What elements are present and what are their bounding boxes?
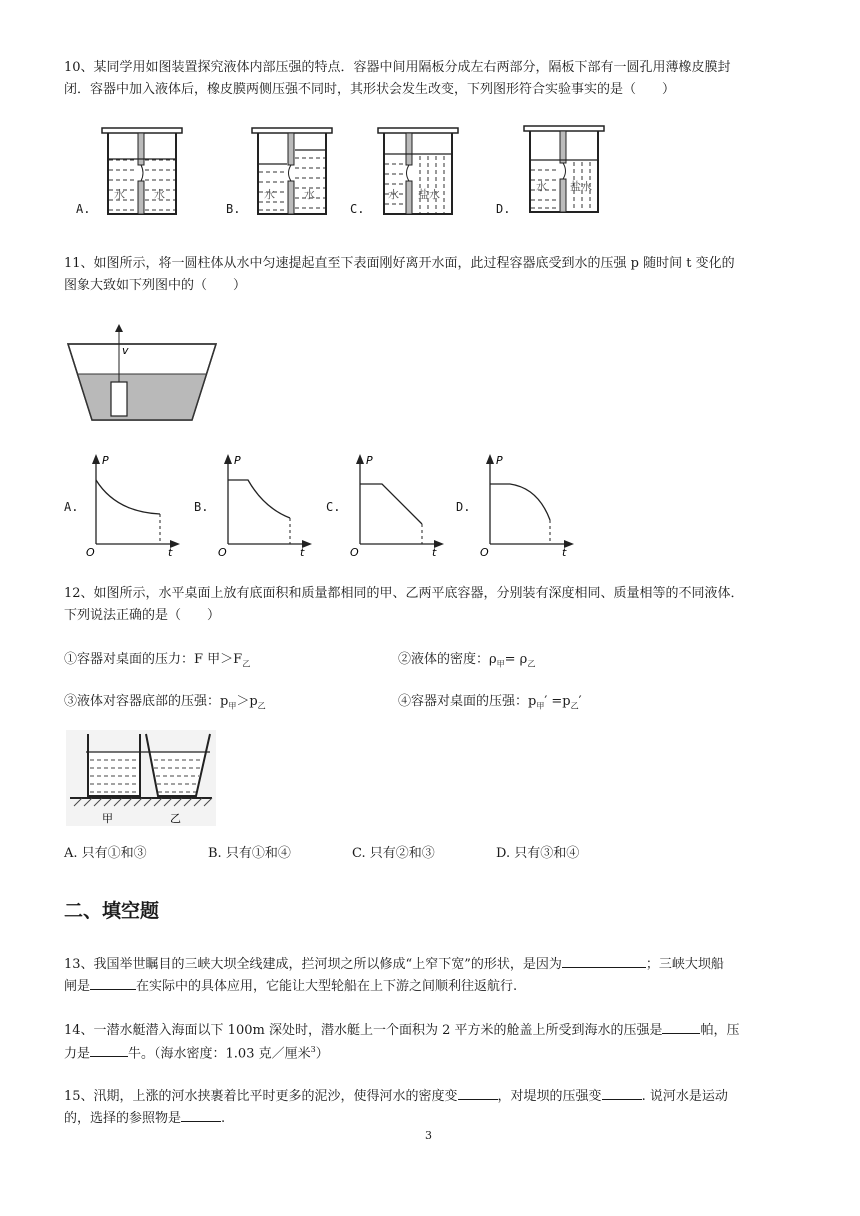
q14-line2: 力是 牛。（海水密度：1.03 克／厘米$^3$） <box>64 1045 329 1062</box>
q11-graph-b <box>218 452 314 558</box>
q10-a-left-liquid: 水 <box>114 188 125 201</box>
q11-graph-a <box>86 452 182 558</box>
q10-c-left-liquid: 水 <box>388 188 399 201</box>
q13-line2: 闸是 在实际中的具体应用，它能让大型轮船在上下游之间顺利往返航行. <box>64 976 517 995</box>
q12-choice-c: C. 只有②和③ <box>352 846 435 861</box>
q11-graph-a-label: A. <box>64 500 79 514</box>
q15-line1: 15、汛期，上涨的河水挟裹着比平时更多的泥沙，使得河水的密度变 ，对堤坝的压强变 . 说河水是运动 <box>64 1086 728 1105</box>
q11-d-p-axis: P <box>496 454 503 467</box>
q10-d-right-liquid: 盐水 <box>570 180 592 193</box>
q12-containers-figure <box>66 730 216 826</box>
q12-statement-3: ③液体对容器底部的压强：$p_甲>p_乙$ <box>64 694 266 711</box>
q13-blank-2[interactable] <box>90 976 136 990</box>
q11-d-t-axis: t <box>562 546 567 559</box>
q11-b-t-axis: t <box>300 546 305 559</box>
q12-choice-b: B. 只有①和④ <box>208 846 291 861</box>
q11-b-p-axis: P <box>234 454 241 467</box>
q11-c-p-axis: P <box>366 454 373 467</box>
q12-line1: 12、如图所示，水平桌面上放有底面积和质量都相同的甲、乙两平底容器，分别装有深度相同、质量相等的不同液体． <box>64 586 744 601</box>
q11-c-t-axis: t <box>432 546 437 559</box>
q15-blank-1[interactable] <box>458 1086 498 1100</box>
q10-a-right-liquid: 水 <box>154 188 165 201</box>
q10-line1: 10、某同学用如图装置探究液体内部压强的特点．容器中间用隔板分成左右两部分，隔板下部有一圆孔用薄橡皮膜封 <box>64 60 731 75</box>
page-number: 3 <box>425 1129 432 1142</box>
q11-line2: 图象大致如下列图中的（ ） <box>64 278 247 293</box>
q11-graph-d-label: D. <box>456 500 471 514</box>
q15-blank-3[interactable] <box>181 1108 221 1122</box>
q12-label-jia: 甲 <box>102 812 113 825</box>
q11-b-origin: O <box>218 546 227 559</box>
q10-line2: 闭．容器中加入液体后，橡皮膜两侧压强不同时，其形状会发生改变，下列图形符合实验事实的是（ ） <box>64 82 676 97</box>
q12-label-yi: 乙 <box>170 812 181 825</box>
q12-statement-1: ①容器对桌面的压力：F 甲$>F_乙$ <box>64 652 251 669</box>
q11-c-origin: O <box>350 546 359 559</box>
q11-d-origin: O <box>480 546 489 559</box>
q10-option-b-label: B. <box>226 202 241 216</box>
q10-container-d <box>522 124 606 218</box>
q11-a-p-axis: P <box>102 454 109 467</box>
q11-a-t-axis: t <box>168 546 173 559</box>
q14-blank-2[interactable] <box>90 1043 128 1057</box>
q15-blank-2[interactable] <box>602 1086 642 1100</box>
section-title: 二、填空题 <box>64 900 160 922</box>
q10-c-right-liquid: 盐水 <box>418 188 440 201</box>
q11-graph-c <box>350 452 446 558</box>
q10-d-left-liquid: 水 <box>536 180 547 193</box>
q11-a-origin: O <box>86 546 95 559</box>
q10-option-d-label: D. <box>496 202 511 216</box>
q14-line1: 14、一潜水艇潜入海面以下 100m 深处时，潜水艇上一个面积为 2 平方米的舱盖上所受到海水的压强是 帕，压 <box>64 1020 740 1039</box>
q12-statement-4: ④容器对桌面的压强：$p_甲' =p_乙'$ <box>398 694 582 711</box>
q15-line2: 的，选择的参照物是 . <box>64 1108 225 1127</box>
q11-beaker-figure <box>66 322 218 426</box>
q10-b-left-liquid: 水 <box>264 188 275 201</box>
q14-blank-1[interactable] <box>662 1020 700 1034</box>
q11-graph-d <box>480 452 576 558</box>
q10-container-a <box>100 126 184 220</box>
q10-container-c <box>376 126 460 220</box>
q13-blank-1[interactable] <box>562 954 646 968</box>
q10-option-c-label: C. <box>350 202 365 216</box>
q12-line2: 下列说法正确的是（ ） <box>64 608 221 623</box>
q11-velocity-label: v <box>122 344 129 357</box>
q12-choice-d: D. 只有③和④ <box>496 846 580 861</box>
q12-choice-a: A. 只有①和③ <box>64 846 147 861</box>
q11-graph-b-label: B. <box>194 500 209 514</box>
q10-option-a-label: A. <box>76 202 91 216</box>
q12-statement-2: ②液体的密度：$\rho_甲= \rho_乙$ <box>398 652 536 669</box>
q11-graph-c-label: C. <box>326 500 341 514</box>
q13-line1: 13、我国举世瞩目的三峡大坝全线建成，拦河坝之所以修成“上窄下宽”的形状，是因为 ；三峡大坝船 <box>64 954 724 973</box>
q11-line1: 11、如图所示，将一圆柱体从水中匀速提起直至下表面刚好离开水面，此过程容器底受到水的压强 p 随时间 t 变化的 <box>64 256 735 271</box>
q10-container-b <box>250 126 334 220</box>
q10-b-right-liquid: 水 <box>304 188 315 201</box>
